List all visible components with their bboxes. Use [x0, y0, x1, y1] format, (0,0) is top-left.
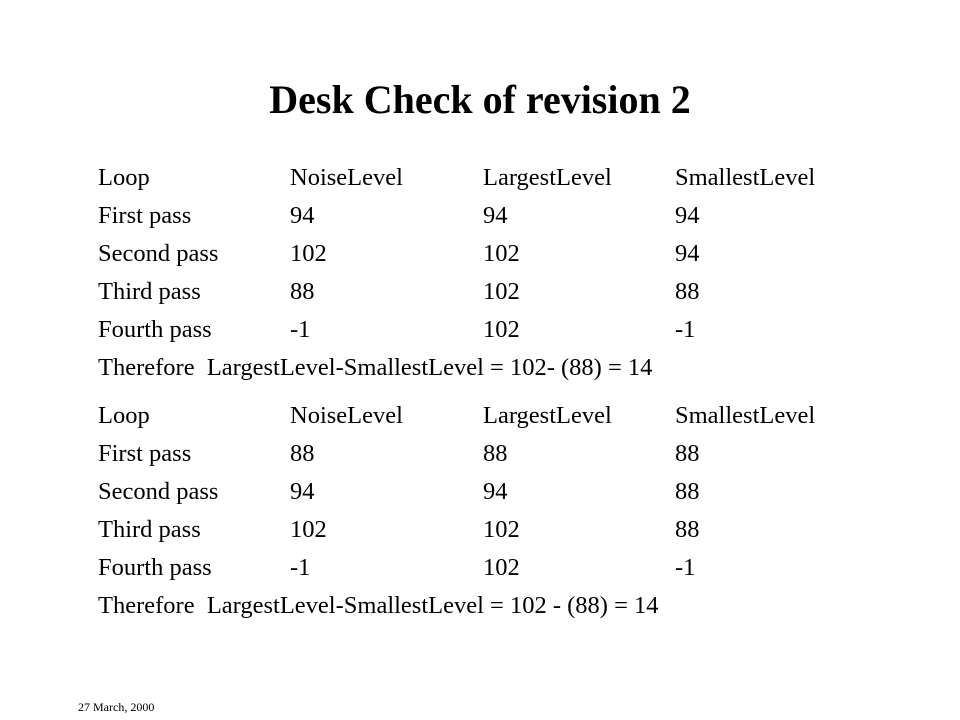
cell-largest-level: 102	[483, 554, 520, 581]
cell-largest-level: 102	[483, 316, 520, 343]
cell-largest-level: 102	[483, 240, 520, 267]
header-noise-level: NoiseLevel	[290, 402, 403, 429]
cell-largest-level: 102	[483, 516, 520, 543]
cell-noise-level: -1	[290, 316, 311, 343]
slide-title: Desk Check of revision 2	[269, 77, 691, 122]
cell-largest-level: 94	[483, 202, 508, 229]
cell-noise-level: 94	[290, 202, 315, 229]
header-largest-level: LargestLevel	[483, 164, 612, 191]
cell-loop: First pass	[98, 202, 192, 229]
cell-loop: Fourth pass	[98, 554, 212, 581]
cell-noise-level: 102	[290, 516, 327, 543]
header-smallest-level: SmallestLevel	[675, 402, 816, 429]
cell-smallest-level: 88	[675, 278, 700, 305]
cell-loop: Fourth pass	[98, 316, 212, 343]
summary-text: Therefore LargestLevel-SmallestLevel = 102- (88) = 14	[98, 354, 653, 381]
cell-noise-level: 94	[290, 478, 315, 505]
cell-smallest-level: 88	[675, 478, 700, 505]
footer-date: 27 March, 2000	[78, 700, 155, 714]
cell-noise-level: 88	[290, 440, 315, 467]
header-loop: Loop	[98, 402, 150, 429]
header-noise-level: NoiseLevel	[290, 164, 403, 191]
cell-smallest-level: 88	[675, 440, 700, 467]
cell-smallest-level: 94	[675, 240, 700, 267]
cell-noise-level: -1	[290, 554, 311, 581]
cell-noise-level: 102	[290, 240, 327, 267]
summary-text: Therefore LargestLevel-SmallestLevel = 102 - (88) = 14	[98, 592, 659, 619]
cell-loop: Third pass	[98, 278, 201, 305]
cell-loop: Second pass	[98, 478, 219, 505]
cell-loop: First pass	[98, 440, 192, 467]
cell-smallest-level: -1	[675, 554, 696, 581]
header-loop: Loop	[98, 164, 150, 191]
header-largest-level: LargestLevel	[483, 402, 612, 429]
cell-loop: Third pass	[98, 516, 201, 543]
cell-largest-level: 94	[483, 478, 508, 505]
cell-noise-level: 88	[290, 278, 315, 305]
cell-smallest-level: 88	[675, 516, 700, 543]
header-smallest-level: SmallestLevel	[675, 164, 816, 191]
cell-largest-level: 102	[483, 278, 520, 305]
cell-smallest-level: 94	[675, 202, 700, 229]
cell-smallest-level: -1	[675, 316, 696, 343]
cell-loop: Second pass	[98, 240, 219, 267]
cell-largest-level: 88	[483, 440, 508, 467]
